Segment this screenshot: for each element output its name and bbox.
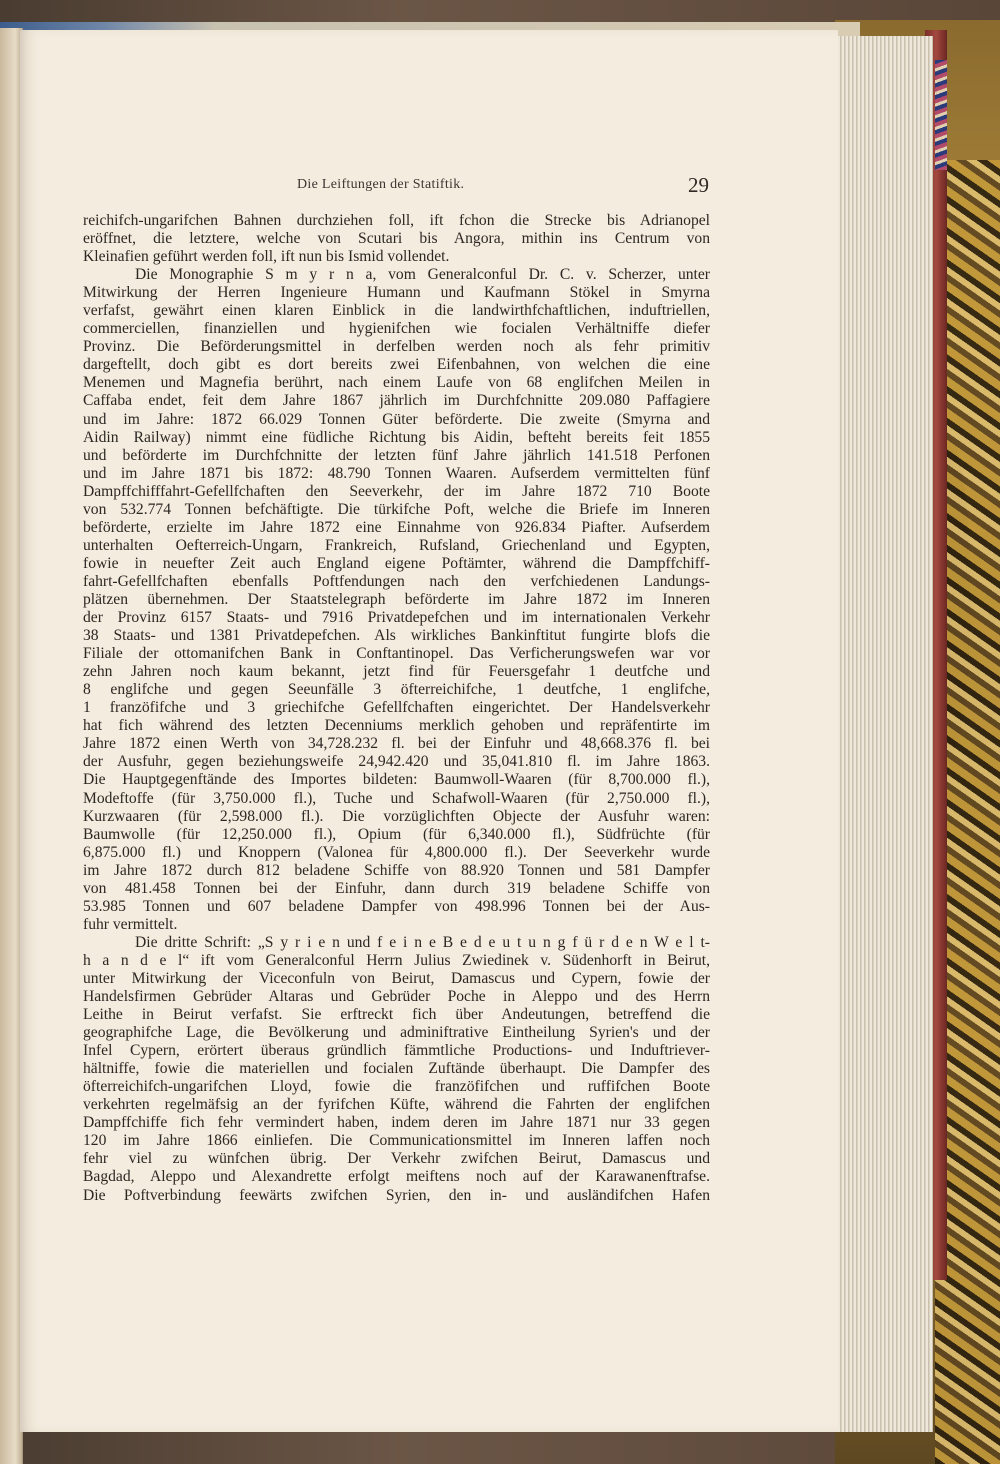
text-line: Kleinafien geführt werden foll, ift nun bis Ismid vollendet. [83,248,450,266]
text-line: Caffaba endet, feit dem Jahre 1867 jährlich im Durchfchnitte 209.080 Paffagiere [83,392,710,410]
text-line: commerciellen, finanziellen und hygienifchen wie focialen Verhältniffe diefer [83,320,710,338]
text-line: fowie in neuefter Zeit auch England eigene Poftämter, während die Dampffchiff- [83,554,710,572]
page-number: 29 [688,173,709,197]
text-line: 6,875.000 fl.) und Knoppern (Valonea für 4,800.000 fl.). Der Seeverkehr wurde [83,843,710,861]
text-line: 120 im Jahre 1866 einliefen. Die Communicationsmittel im Inneren laffen noch [83,1132,710,1150]
text-line: Menemen und Magnefia berührt, nach einem Laufe von 68 englifchen Meilen in [83,374,710,392]
text-line: fehr viel zu wünfchen übrig. Der Verkehr zwifchen Beirut, Damascus und [83,1150,710,1168]
text-line: Mitwirkung der Herren Ingenieure Humann und Kaufmann Stökel in Smyrna [83,284,710,302]
marbled-edge-strip [935,60,947,170]
text-line: im Jahre 1872 durch 812 beladene Schiffe von 88.920 Tonnen und 581 Dampfer [83,861,710,879]
text-line: 8 englifche und gegen Seeunfälle 3 öfterreichifche, 1 deutfche, 1 englifche, [83,681,710,699]
text-line: und im Jahre: 1872 66.029 Tonnen Güter beförderte. Die zweite (Smyrna and [83,410,710,428]
text-line: Modeftoffe (für 3,750.000 fl.), Tuche und Schafwoll-Waaren (für 2,750.000 fl.), [83,789,710,807]
text-line: Dampffchifffahrt-Gefellfchaften den Seeverkehr, der im Jahre 1872 710 Boote [83,482,710,500]
text-line: Die Hauptgegenftände des Importes bildeten: Baumwoll-Waaren (für 8,700.000 fl.), [83,771,710,789]
text-line: Infel Cypern, erörtert überaus gründlich fämmtliche Productions- und Induftriever- [83,1042,710,1060]
text-line: Dampffchiffe fich fehr vermindert haben, indem deren im Jahre 1871 nur 33 gegen [83,1114,710,1132]
text-line: verkehrten regelmäfsig an der fyrifchen Küfte, während die Fahrten der englifchen [83,1096,710,1114]
text-line: h a n d e l“ ift vom Generalconful Herrn Julius Zwiedinek v. Südenhorft in Beirut, [83,951,710,969]
text-line: unter Mitwirkung der Viceconfuln von Beirut, Damascus und Cypern, fowie der [83,969,710,987]
text-line: unterhalten Oefterreich-Ungarn, Frankreich, Rufsland, Griechenland und Egypten, [83,536,710,554]
text-line: Filiale der ottomanifchen Bank in Conftantinopel. Das Verficherungswefen war vor [83,645,710,663]
body-text [83,212,710,1205]
text-line: zehn Jahren noch kaum bekannt, jetzt find für Feuersgefahr 1 deutfche und [83,663,710,681]
running-title: Die Leiftungen der Statiftik. [297,177,465,192]
text-line: Leithe in Beirut verfafst. Sie erftreckt fich über Andeutungen, betreffend die [83,1006,710,1024]
text-line: eröffnet, die letztere, welche von Scutari bis Angora, mithin ins Centrum von [83,230,710,248]
text-line: Jahre 1872 einen Werth von 34,728.232 fl. bei der Einfuhr und 48,668.376 fl. bei [83,735,710,753]
text-line: plätzen übernehmen. Der Staatstelegraph beförderte im Jahre 1872 im Inneren [83,590,710,608]
text-line: von 481.458 Tonnen bei der Einfuhr, dann durch 319 beladene Schiffe von [83,879,710,897]
text-line: der Provinz 6157 Staats- und 7916 Privatdepefchen und im internationalen Verkehr [83,609,710,627]
text-line: der Ausfuhr, gegen beziehungsweife 24,942.420 und 35,041.810 fl. im Jahre 1863. [83,753,710,771]
text-line: 53.985 Tonnen und 607 beladene Dampfer von 498.996 Tonnen bei der Aus- [83,897,710,915]
text-line: 38 Staats- und 1381 Privatdepefchen. Als wirkliches Bankinftitut fungirte blofs die [83,627,710,645]
text-line: beförderte, erzielte im Jahre 1872 eine Einnahme von 926.834 Piafter. Aufserdem [83,518,710,536]
text-line: und im Jahre 1871 bis 1872: 48.790 Tonnen Waaren. Aufserdem vermittelten fünf [83,464,710,482]
text-line: von 532.774 Tonnen befchäftigte. Die türkifche Poft, welche die Briefe im Inneren [83,500,710,518]
text-line: dargeftellt, doch gibt es dort bereits zwei Eifenbahnen, von welchen die eine [83,356,710,374]
text-line: Die Poftverbindung feewärts zwifchen Syrien, den in- und ausländifchen Hafen [83,1186,710,1204]
text-line: Handelsfirmen Gebrüder Altaras und Gebrüder Poche in Aleppo und des Herrn [83,988,710,1006]
text-line: hat fich während des letzten Decenniums merklich gehoben und repräfentirte im [83,717,710,735]
text-line: öfterreichifch-ungarifchen Lloyd, fowie die franzöfifchen und ruffifchen Boote [83,1078,710,1096]
page-stack-edge [836,36,933,1432]
text-line: fuhr vermittelt. [83,915,178,933]
text-line: 1 franzöfifche und 3 griechifche Gefellfchaften eingerichtet. Der Handelsverkehr [83,699,710,717]
text-line: fahrt-Gefellfchaften ebenfalls Poftfendungen nach den verfchiedenen Landungs- [83,572,710,590]
text-line: Die Monographie S m y r n a, vom Generalconful Dr. C. v. Scherzer, unter [135,266,710,284]
text-line: verfafst, gewährt einen klaren Einblick in die landwirthfchaftlichen, induftriellen, [83,302,710,320]
text-line: reichifch-ungarifchen Bahnen durchziehen foll, ift fchon die Strecke bis Adrianopel [83,212,710,229]
text-line: Bagdad, Aleppo und Alexandrette erfolgt meiftens noch auf der Karawanenftrafse. [83,1168,710,1186]
text-line: geographifche Lage, die Bevölkerung und adminiftrative Eintheilung Syrien's und der [83,1024,710,1042]
text-line: Aidin Railway) nimmt eine füdliche Richtung bis Aidin, befteht bereits feit 1855 [83,428,710,446]
text-line: hältniffe, fowie die materiellen und focialen Zuftände überhaupt. Die Dampfer des [83,1060,710,1078]
text-line: Baumwolle (für 12,250.000 fl.), Opium (für 6,340.000 fl.), Südfrüchte (für [83,825,710,843]
text-line: Die dritte Schrift: „S y r i e n und f e i n e B e d e u t u n g f ü r d e n W e l t- [135,933,710,951]
text-line: und beförderte im Durchfchnitte der letzten fünf Jahre jährlich 141.518 Perfonen [83,446,710,464]
text-line: Kurzwaaren (für 2,598.000 fl.). Die vorzüglichften Objecte der Ausfuhr waren: [83,807,710,825]
text-line: Provinz. Die Beförderungsmittel in derfelben werden noch als fehr primitiv [83,338,710,356]
running-head [297,173,709,197]
